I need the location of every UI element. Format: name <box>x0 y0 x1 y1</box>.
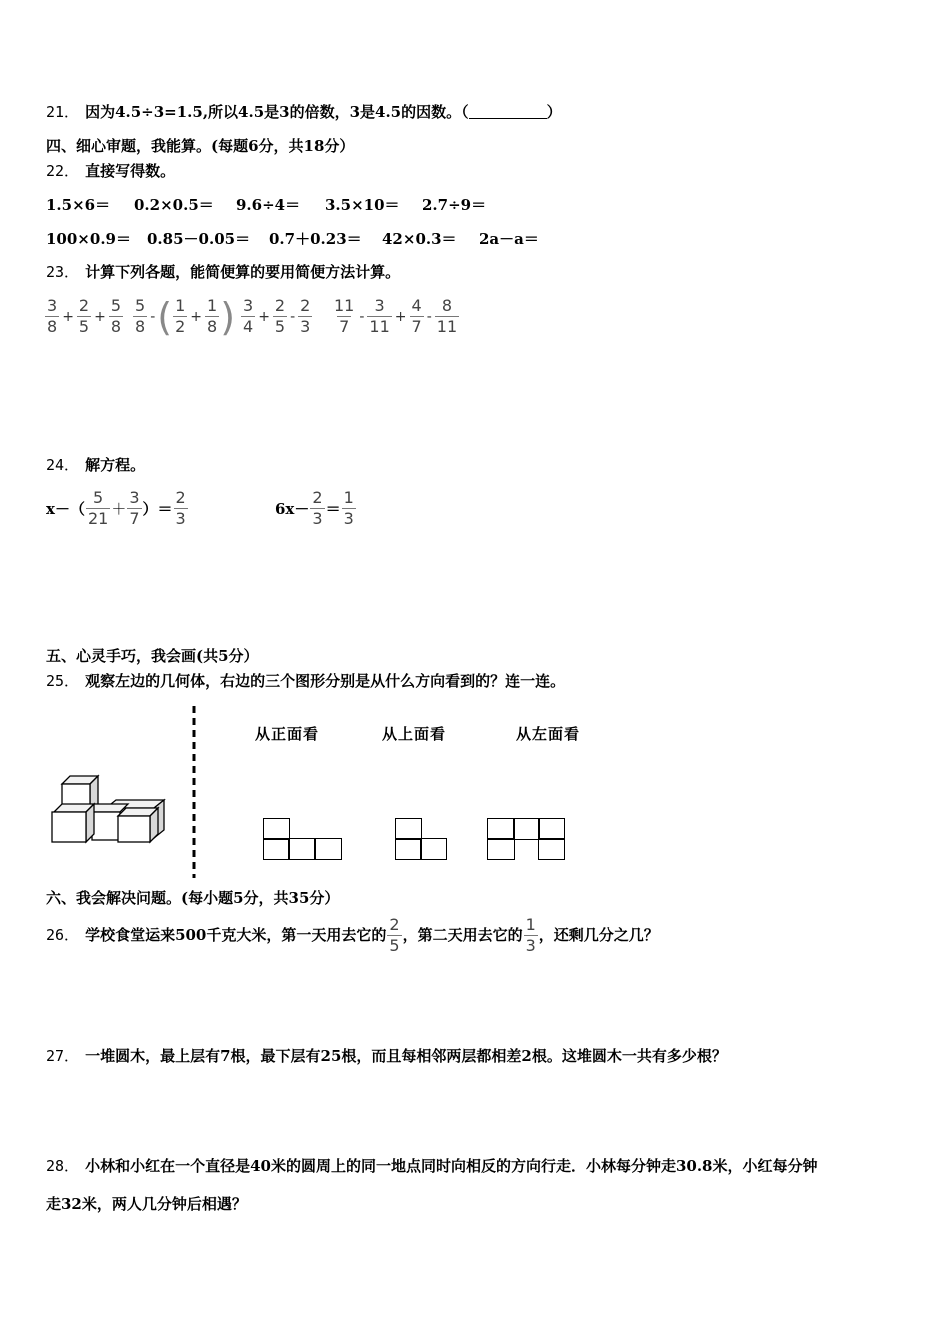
operator: - <box>359 308 365 325</box>
calc-item: 100×0.9＝ <box>46 230 131 248</box>
equation-1 <box>46 488 189 529</box>
fraction: $\frac{5}{8}$ <box>110 296 122 336</box>
question-number: 28． <box>46 1157 80 1175</box>
expression-2 <box>132 296 235 337</box>
section-5-title: 五、心灵手巧，我会画(共5分） <box>46 647 259 665</box>
operator: ＋ <box>111 500 127 518</box>
fraction: $\frac{1}{3}$ <box>525 914 536 955</box>
operator: - <box>290 308 296 325</box>
question-27 <box>46 1046 727 1066</box>
calc-item: 0.7＋0.23＝ <box>269 230 362 248</box>
calc-item: 3.5×10＝ <box>325 196 400 214</box>
grid-cell <box>487 818 515 840</box>
question-number: 21． <box>46 103 80 121</box>
fraction: $\frac{3}{11}$ <box>369 296 390 336</box>
question-25 <box>46 671 565 691</box>
view-label-left: 从左面看 <box>516 725 581 743</box>
operator: + <box>94 308 106 325</box>
question-text: 学校食堂运来500千克大米，第一天用去它的 <box>85 926 387 944</box>
fraction: $\frac{1}{3}$ <box>343 488 354 528</box>
grid-cell <box>395 838 422 860</box>
grid-cell <box>395 818 422 840</box>
question-21 <box>46 102 562 122</box>
calc-item: 1.5×6＝ <box>46 196 111 214</box>
equation-2 <box>275 488 357 529</box>
paren-close: ） <box>546 103 562 121</box>
view-label-top: 从上面看 <box>382 725 447 743</box>
view-label-front: 从正面看 <box>255 725 320 743</box>
fraction: $\frac{3}{7}$ <box>129 488 140 528</box>
question-number: 23． <box>46 263 80 281</box>
grid-cell <box>538 818 565 840</box>
section-4-title: 四、细心审题，我能算。(每题6分，共18分） <box>46 137 355 155</box>
question-text: 直接写得数。 <box>85 162 176 180</box>
fraction: $\frac{5}{8}$ <box>135 296 146 336</box>
fraction: $\frac{2}{3}$ <box>312 488 323 528</box>
operator: + <box>258 308 270 325</box>
dashed-divider <box>191 706 197 878</box>
question-text: 计算下列各题，能简便算的要用简便方法计算。 <box>85 263 401 281</box>
grid-cell <box>487 838 515 860</box>
operator: + <box>190 308 202 325</box>
paren-close: ) <box>220 294 236 339</box>
question-number: 25． <box>46 672 80 690</box>
eq-mid: ＝ <box>325 500 341 518</box>
expression-1 <box>44 296 124 337</box>
question-26 <box>46 914 659 956</box>
operator: - <box>426 308 432 325</box>
question-number: 24． <box>46 456 80 474</box>
question-23 <box>46 262 400 282</box>
operator: + <box>394 308 407 325</box>
fraction: $\frac{2}{5}$ <box>78 296 90 336</box>
fraction: $\frac{1}{2}$ <box>175 296 186 336</box>
expression-3 <box>240 296 313 337</box>
question-text: 小林和小红在一个直径是40米的圆周上的同一地点同时向相反的方向行走．小林每分钟走30.8米，小红每分钟 <box>85 1157 818 1175</box>
paren-open: ( <box>157 294 173 339</box>
question-text: 观察左边的几何体，右边的三个图形分别是从什么方向看到的？连一连。 <box>85 672 566 690</box>
grid-cell <box>538 838 565 860</box>
eq-lead: 6x－ <box>275 500 310 518</box>
question-text: 一堆圆木，最上层有7根，最下层有25根，而且每相邻两层都相差2根。这堆圆木一共有多少根？ <box>85 1047 727 1065</box>
question-28-line-1 <box>46 1156 817 1176</box>
grid-cell <box>314 838 342 860</box>
fraction: $\frac{8}{11}$ <box>436 296 458 336</box>
operator: + <box>62 308 74 325</box>
fraction: $\frac{3}{8}$ <box>47 296 58 336</box>
fraction: $\frac{4}{7}$ <box>411 296 422 336</box>
question-number: 27． <box>46 1047 80 1065</box>
calc-item: 2.7÷9＝ <box>422 196 487 214</box>
question-text: ，第二天用去它的 <box>402 926 523 944</box>
question-text: 因为4.5÷3=1.5,所以4.5是3的倍数，3是4.5的因数。（ <box>85 103 469 121</box>
question-number: 22． <box>46 162 80 180</box>
fraction: $\frac{2}{3}$ <box>300 296 311 336</box>
operator: - <box>150 308 156 325</box>
fraction: $\frac{2}{3}$ <box>175 488 186 528</box>
expression-4 <box>331 296 460 337</box>
section-6-title: 六、我会解决问题。(每小题5分，共35分） <box>46 889 340 907</box>
fraction: $\frac{3}{4}$ <box>243 296 254 336</box>
fraction: $\frac{2}{5}$ <box>274 296 286 336</box>
grid-cell <box>263 838 290 860</box>
calc-item: 0.85－0.05＝ <box>147 230 251 248</box>
fraction: $\frac{2}{5}$ <box>389 914 400 955</box>
eq-mid: ）＝ <box>142 500 173 518</box>
question-text: ，还剩几分之几？ <box>538 926 659 944</box>
grid-cell <box>420 838 447 860</box>
calc-item: 42×0.3＝ <box>382 230 457 248</box>
fraction: $\frac{11}{7}$ <box>334 296 355 336</box>
grid-cell <box>513 818 540 840</box>
calc-item: 0.2×0.5＝ <box>134 196 214 214</box>
fraction: $\frac{1}{8}$ <box>207 296 218 336</box>
eq-lead: x－（ <box>46 500 85 518</box>
cubes-figure <box>48 772 168 844</box>
question-22 <box>46 161 175 181</box>
calc-item: 9.6÷4＝ <box>236 196 301 214</box>
grid-cell <box>288 838 316 860</box>
calc-item: 2a－a＝ <box>479 230 539 248</box>
answer-blank[interactable] <box>469 104 547 119</box>
question-text: 解方程。 <box>85 456 146 474</box>
question-24 <box>46 455 145 475</box>
question-number: 26． <box>46 926 80 944</box>
question-28-line-2: 走32米，两人几分钟后相遇？ <box>46 1195 247 1213</box>
fraction: $\frac{5}{21}$ <box>87 488 109 528</box>
grid-cell <box>263 818 290 840</box>
